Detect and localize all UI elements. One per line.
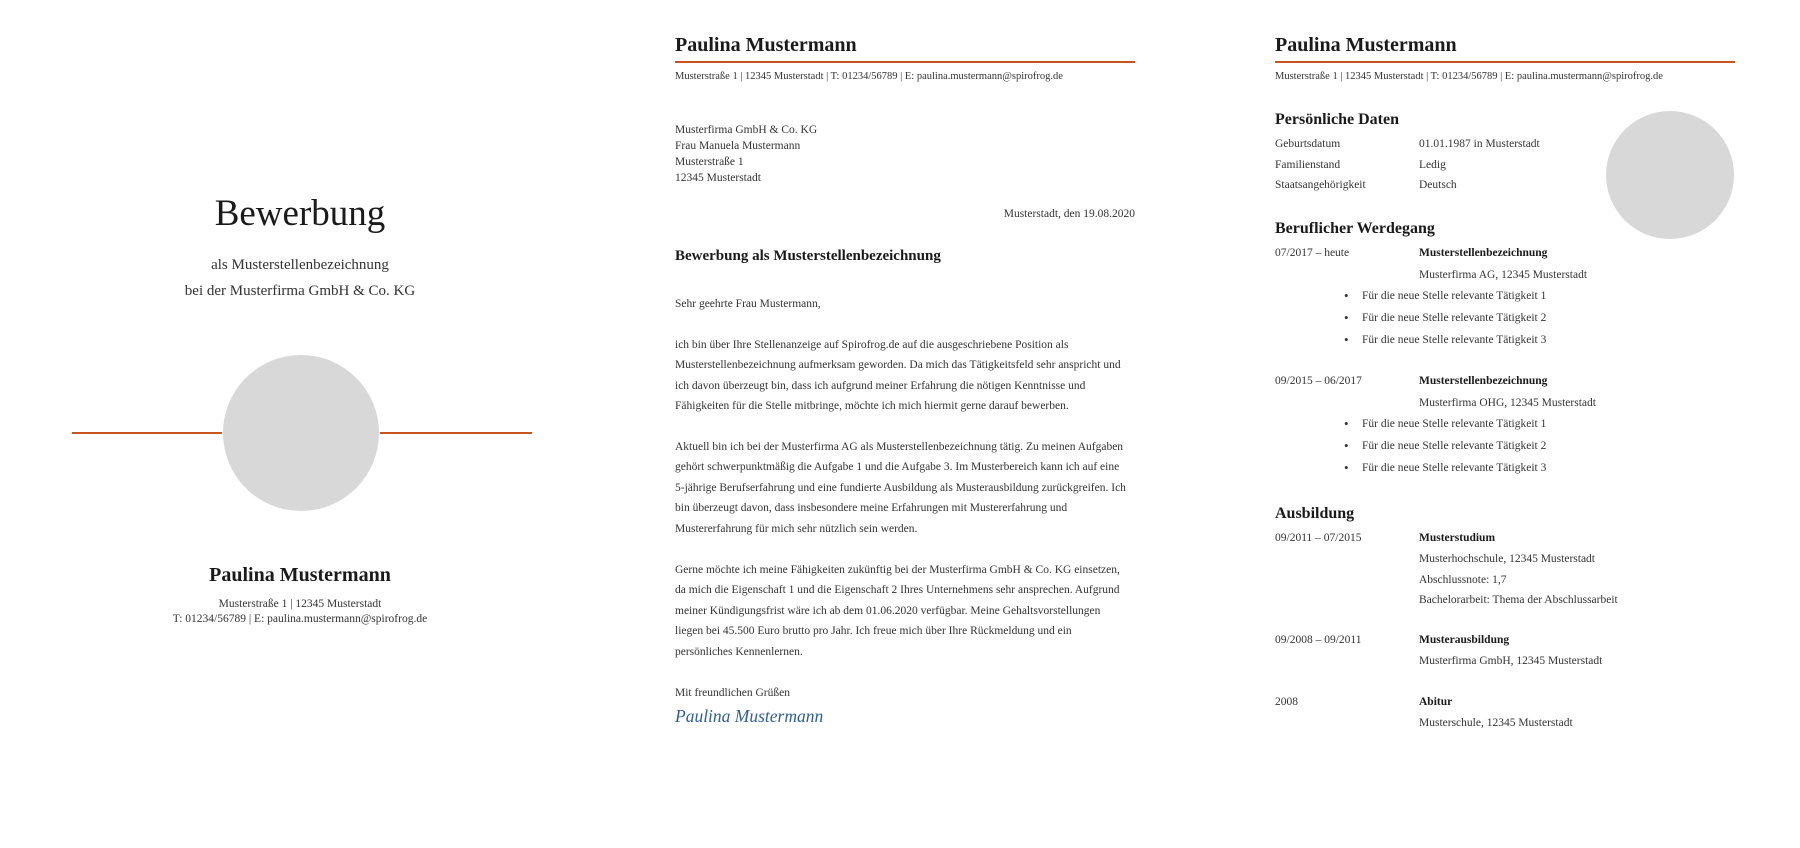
career-task: • Für die neue Stelle relevante Tätigkeit 1 xyxy=(1362,290,1546,302)
letter-header-contact: Musterstraße 1 | 12345 Musterstadt | T: 01234/56789 | E: paulina.mustermann@spirofrog.de xyxy=(675,71,1063,82)
education-detail: Musterfirma GmbH, 12345 Musterstadt xyxy=(1419,655,1603,667)
cv-header-name: Paulina Mustermann xyxy=(1275,34,1457,56)
education-date: 2008 xyxy=(1275,696,1298,708)
letter-closing: Mit freundlichen Grüßen xyxy=(675,687,790,699)
career-task: • Für die neue Stelle relevante Tätigkeit 1 xyxy=(1362,418,1546,430)
personal-value: 01.01.1987 in Musterstadt xyxy=(1419,138,1540,150)
text-line: persönliches Kennenlernen. xyxy=(675,645,803,658)
cover-name: Paulina Mustermann xyxy=(209,564,391,586)
text-line: ich bin über Ihre Stellenanzeige auf Spirofrog.de auf die ausgeschriebene Position als xyxy=(675,339,1069,351)
cv-page xyxy=(1200,0,1800,848)
career-task: • Für die neue Stelle relevante Tätigkeit 2 xyxy=(1362,440,1546,452)
recipient-street: Musterstraße 1 xyxy=(675,156,744,168)
cover-divider-right xyxy=(380,432,532,434)
cover-subtitle-company: bei der Musterfirma GmbH & Co. KG xyxy=(184,283,416,299)
education-detail: Abschlussnote: 1,7 xyxy=(1419,574,1507,586)
cover-subtitle-position: als Musterstellenbezeichnung xyxy=(211,257,389,273)
text-line: Gerne möchte ich meine Fähigkeiten zukünftig bei der Musterfirma GmbH & Co. KG einsetzen, xyxy=(675,564,1120,576)
recipient-city: 12345 Musterstadt xyxy=(675,172,761,184)
text-line: Musterstellenbezeichnung aufmerksam geworden. Da mich das Tätigkeitsfeld sehr anspricht und xyxy=(675,359,1121,372)
letter-paragraph-2 xyxy=(675,437,1137,539)
cv-header-contact: Musterstraße 1 | 12345 Musterstadt | T: 01234/56789 | E: paulina.mustermann@spirofrog.de xyxy=(1275,71,1663,82)
career-task: • Für die neue Stelle relevante Tätigkeit 2 xyxy=(1362,312,1546,324)
cover-page xyxy=(0,0,600,848)
text-line: liegen bei 45.500 Euro brutto pro Jahr. Ich freue mich über Ihre Rückmeldung und ein xyxy=(675,625,1072,638)
text-line: 5-jährige Berufserfahrung und eine fundierte Ausbildung als Musterausbildung zurückgreifen. Ich xyxy=(675,481,1126,494)
career-role: Musterstellenbezeichnung xyxy=(1419,247,1548,259)
letter-page xyxy=(600,0,1200,848)
text-line: ich davon überzeugt bin, dass ich aufgrund meiner Erfahrung die nötigen Kenntnisse und xyxy=(675,379,1086,392)
text-line: Mustererfahrung für mich sehr nützlich sein werden. xyxy=(675,522,918,535)
education-date: 09/2008 – 09/2011 xyxy=(1275,634,1362,646)
education-title: Abitur xyxy=(1419,696,1453,708)
recipient-company: Musterfirma GmbH & Co. KG xyxy=(675,124,818,136)
letter-paragraph-1 xyxy=(675,335,1137,417)
personal-label: Familienstand xyxy=(1275,159,1341,171)
letter-header-name: Paulina Mustermann xyxy=(675,34,857,56)
education-detail: Musterschule, 12345 Musterstadt xyxy=(1419,717,1573,729)
text-line: bin überzeugt davon, dass insbesondere meine Erfahrungen mit Mustererfahrung und xyxy=(675,502,1068,515)
text-line: Aktuell bin ich bei der Musterfirma AG als Musterstellenbezeichnung tätig. Zu meinen Aufgaben xyxy=(675,441,1124,453)
career-company: Musterfirma AG, 12345 Musterstadt xyxy=(1419,269,1588,281)
personal-label: Geburtsdatum xyxy=(1275,138,1341,150)
career-date: 07/2017 – heute xyxy=(1275,247,1350,259)
education-detail: Musterhochschule, 12345 Musterstadt xyxy=(1419,553,1595,565)
education-date: 09/2011 – 07/2015 xyxy=(1275,532,1362,544)
letter-header-line xyxy=(675,61,1135,63)
education-title: Musterstudium xyxy=(1419,532,1496,544)
cover-contact: T: 01234/56789 | E: paulina.mustermann@spirofrog.de xyxy=(172,613,428,625)
career-role: Musterstellenbezeichnung xyxy=(1419,375,1548,387)
cv-header-line xyxy=(1275,61,1735,63)
letter-paragraph-3 xyxy=(675,560,1137,662)
text-line: da mich die Eigenschaft 1 und die Eigenschaft 2 Ihres Unternehmens sehr ansprechen. Aufgrund xyxy=(675,584,1120,597)
personal-value: Deutsch xyxy=(1419,179,1457,191)
personal-value: Ledig xyxy=(1419,159,1446,171)
cover-photo-placeholder xyxy=(223,355,379,511)
text-line: gehört schwerpunktmäßig die Aufgabe 1 und die Aufgabe 3. Im Musterbereich kann ich auf eine xyxy=(675,461,1120,474)
section-career-title: Beruflicher Werdegang xyxy=(1275,220,1435,237)
cover-title: Bewerbung xyxy=(214,193,386,234)
career-task: • Für die neue Stelle relevante Tätigkeit 3 xyxy=(1362,334,1546,346)
letter-signature: Paulina Mustermann xyxy=(675,706,824,726)
career-date: 09/2015 – 06/2017 xyxy=(1275,375,1362,387)
cover-address: Musterstraße 1 | 12345 Musterstadt xyxy=(218,598,382,610)
education-title: Musterausbildung xyxy=(1419,634,1510,646)
career-task: • Für die neue Stelle relevante Tätigkeit 3 xyxy=(1362,462,1546,474)
career-company: Musterfirma OHG, 12345 Musterstadt xyxy=(1419,397,1596,409)
education-detail: Bachelorarbeit: Thema der Abschlussarbeit xyxy=(1419,594,1618,606)
recipient-person: Frau Manuela Mustermann xyxy=(675,140,801,152)
cover-divider-left xyxy=(72,432,222,434)
cv-photo-placeholder xyxy=(1606,111,1734,239)
letter-subject: Bewerbung als Musterstellenbezeichnung xyxy=(675,248,941,264)
text-line: Fähigkeiten für die Stelle mitbringe, möchte ich mich hiermit gerne darauf bewerben. xyxy=(675,400,1069,413)
section-education-title: Ausbildung xyxy=(1275,505,1355,522)
section-personal-title: Persönliche Daten xyxy=(1275,111,1399,128)
letter-salutation: Sehr geehrte Frau Mustermann, xyxy=(675,298,821,310)
text-line: meiner Kündigungsfrist wäre ich ab dem 01.06.2020 verfügbar. Meine Gehaltsvorstellungen xyxy=(675,604,1101,617)
personal-label: Staatsangehörigkeit xyxy=(1275,179,1366,191)
letter-date: Musterstadt, den 19.08.2020 xyxy=(1003,208,1135,220)
